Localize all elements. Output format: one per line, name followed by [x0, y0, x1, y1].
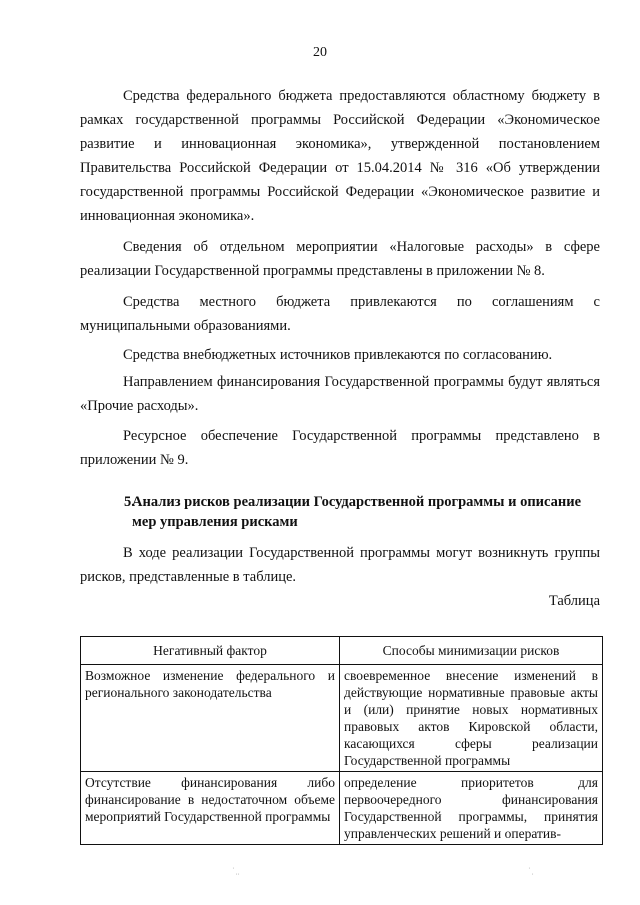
section-intro: В ходе реализации Государственной программы могут возникнуть группы рисков, представленные в таблице. — [80, 545, 600, 585]
paragraph-federal-budget: Средства федерального бюджета предоставляются областному бюджету в рамках государственной программы Российской Федерации «Экономическое развитие и инновационная экономика», утвержденной постановлением Правительства Российской Федерации от 15.04.2014 № 316 «Об утверждении государственной программы Российской Федерации «Экономическое развитие и инновационная экономика». — [80, 88, 600, 224]
table-caption: Таблица — [548, 593, 600, 609]
page-number: 20 — [313, 45, 327, 60]
risk-table — [80, 636, 603, 845]
scan-mark-right: ˙ ̣ — [528, 866, 533, 875]
table-cell-factor: Возможное изменение федерального и регионального законодательства — [81, 665, 340, 772]
scan-marks — [0, 866, 640, 876]
header-mitigation-methods: Способы минимизации рисков — [340, 637, 603, 665]
table-row — [81, 772, 603, 845]
section-title: Анализ рисков реализации Государственной программы и описание мер управления рисками — [132, 494, 582, 530]
paragraph-local-budget: Средства местного бюджета привлекаются по соглашениям с муниципальными образованиями. — [80, 294, 600, 334]
paragraph-financing-direction: Направлением финансирования Государственной программы будут являться «Прочие расходы». — [80, 374, 600, 414]
table-cell-mitigation: определение приоритетов для первоочередного финансирования Государственной программы, принятия управленческих решений и оператив- — [340, 772, 603, 845]
section-number: 5. — [124, 494, 135, 510]
section-heading — [118, 492, 600, 532]
table-row — [81, 665, 603, 772]
header-negative-factor: Негативный фактор — [81, 637, 340, 665]
table-cell-mitigation: своевременное внесение изменений в действующие нормативные правовые акты и (или) принятие новых нормативных правовых актов Кировской области, касающихся сферы реализации Государственной программы — [340, 665, 603, 772]
paragraph-tax-expenses: Сведения об отдельном мероприятии «Налоговые расходы» в сфере реализации Государственной программы представлены в приложении № 8. — [80, 239, 600, 279]
table-cell-factor: Отсутствие финансирования либо финансирование в недостаточном объеме мероприятий Государственной программы — [81, 772, 340, 845]
paragraph-resource-provision: Ресурсное обеспечение Государственной программы представлено в приложении № 9. — [80, 428, 600, 468]
scan-mark-left: ˙ ̣ ̣ — [232, 866, 239, 875]
table-header-row — [81, 637, 603, 665]
paragraph-extrabudgetary: Средства внебюджетных источников привлекаются по согласованию. — [123, 347, 553, 363]
